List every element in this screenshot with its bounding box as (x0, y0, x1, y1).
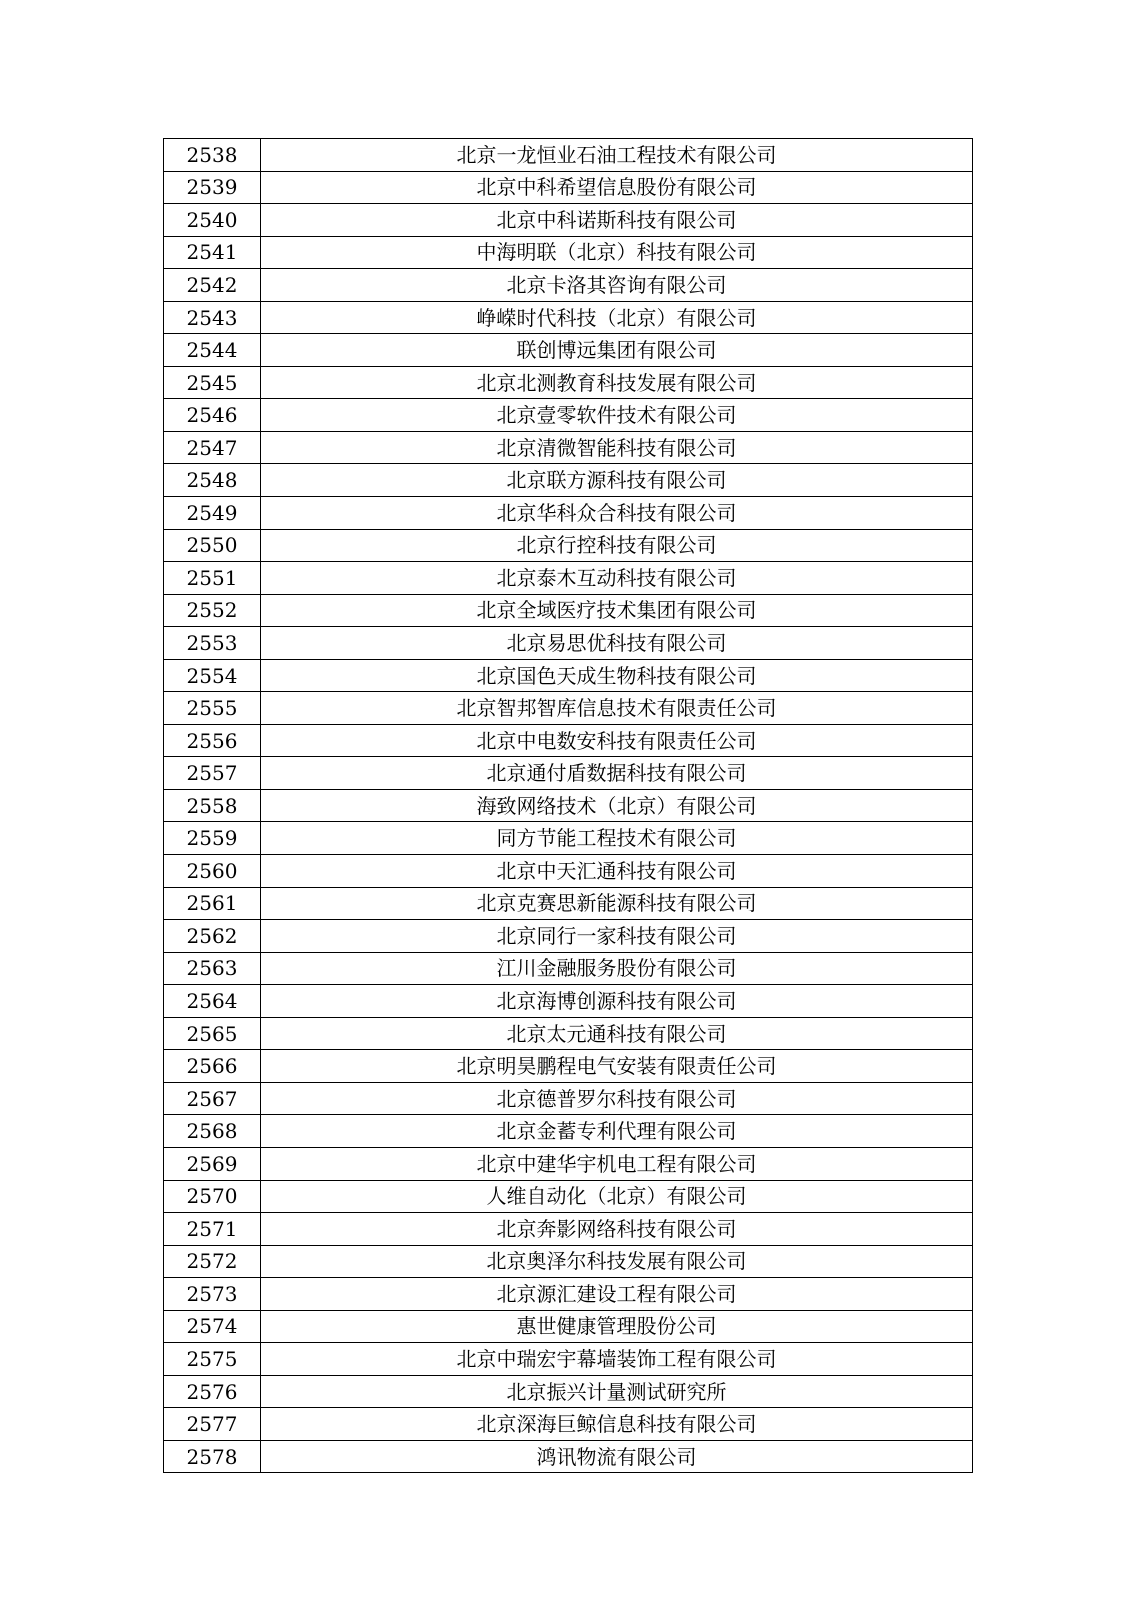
row-number-cell: 2569 (164, 1147, 261, 1180)
row-number-cell: 2567 (164, 1082, 261, 1115)
table-row (164, 724, 973, 757)
company-name-cell: 北京智邦智库信息技术有限责任公司 (261, 692, 973, 725)
table-row (164, 985, 973, 1018)
row-number-cell: 2561 (164, 887, 261, 920)
company-name-cell: 鸿讯物流有限公司 (261, 1440, 973, 1473)
company-name-cell: 江川金融服务股份有限公司 (261, 952, 973, 985)
table-row (164, 1245, 973, 1278)
company-name-cell: 北京行控科技有限公司 (261, 529, 973, 562)
company-name-cell: 北京卡洛其咨询有限公司 (261, 269, 973, 302)
row-number-cell: 2573 (164, 1278, 261, 1311)
company-name-cell: 北京通付盾数据科技有限公司 (261, 757, 973, 790)
company-name-cell: 北京全域医疗技术集团有限公司 (261, 594, 973, 627)
row-number-cell: 2553 (164, 627, 261, 660)
table-row (164, 659, 973, 692)
table-row (164, 855, 973, 888)
row-number-cell: 2546 (164, 399, 261, 432)
company-table (163, 138, 973, 1473)
company-name-cell: 北京联方源科技有限公司 (261, 464, 973, 497)
company-name-cell: 北京中科诺斯科技有限公司 (261, 204, 973, 237)
company-name-cell: 北京中电数安科技有限责任公司 (261, 724, 973, 757)
row-number-cell: 2566 (164, 1050, 261, 1083)
row-number-cell: 2559 (164, 822, 261, 855)
company-name-cell: 北京易思优科技有限公司 (261, 627, 973, 660)
table-row (164, 1147, 973, 1180)
row-number-cell: 2563 (164, 952, 261, 985)
table-row (164, 497, 973, 530)
row-number-cell: 2545 (164, 366, 261, 399)
table-row (164, 236, 973, 269)
company-name-cell: 北京德普罗尔科技有限公司 (261, 1082, 973, 1115)
table-row (164, 1050, 973, 1083)
row-number-cell: 2575 (164, 1343, 261, 1376)
company-name-cell: 海致网络技术（北京）有限公司 (261, 789, 973, 822)
row-number-cell: 2550 (164, 529, 261, 562)
row-number-cell: 2541 (164, 236, 261, 269)
row-number-cell: 2578 (164, 1440, 261, 1473)
row-number-cell: 2552 (164, 594, 261, 627)
company-name-cell: 北京同行一家科技有限公司 (261, 920, 973, 953)
row-number-cell: 2574 (164, 1310, 261, 1343)
row-number-cell: 2555 (164, 692, 261, 725)
company-name-cell: 北京中天汇通科技有限公司 (261, 855, 973, 888)
company-name-cell: 北京克赛思新能源科技有限公司 (261, 887, 973, 920)
row-number-cell: 2558 (164, 789, 261, 822)
table-row (164, 952, 973, 985)
table-row (164, 139, 973, 172)
row-number-cell: 2560 (164, 855, 261, 888)
company-name-cell: 北京明昊鹏程电气安装有限责任公司 (261, 1050, 973, 1083)
company-name-cell: 北京金蓄专利代理有限公司 (261, 1115, 973, 1148)
row-number-cell: 2554 (164, 659, 261, 692)
company-name-cell: 中海明联（北京）科技有限公司 (261, 236, 973, 269)
company-name-cell: 北京中科希望信息股份有限公司 (261, 171, 973, 204)
row-number-cell: 2547 (164, 431, 261, 464)
company-name-cell: 北京华科众合科技有限公司 (261, 497, 973, 530)
table-row (164, 1440, 973, 1473)
company-name-cell: 北京振兴计量测试研究所 (261, 1375, 973, 1408)
table-row (164, 562, 973, 595)
row-number-cell: 2542 (164, 269, 261, 302)
row-number-cell: 2548 (164, 464, 261, 497)
company-name-cell: 北京海博创源科技有限公司 (261, 985, 973, 1018)
table-row (164, 822, 973, 855)
table-row (164, 334, 973, 367)
company-name-cell: 北京泰木互动科技有限公司 (261, 562, 973, 595)
table-row (164, 594, 973, 627)
table-row (164, 431, 973, 464)
table-row (164, 1082, 973, 1115)
company-name-cell: 北京清微智能科技有限公司 (261, 431, 973, 464)
row-number-cell: 2551 (164, 562, 261, 595)
table-row (164, 692, 973, 725)
table-row (164, 301, 973, 334)
table-row (164, 1115, 973, 1148)
company-name-cell: 人维自动化（北京）有限公司 (261, 1180, 973, 1213)
company-name-cell: 北京源汇建设工程有限公司 (261, 1278, 973, 1311)
company-name-cell: 北京壹零软件技术有限公司 (261, 399, 973, 432)
company-name-cell: 北京北测教育科技发展有限公司 (261, 366, 973, 399)
table-row (164, 1017, 973, 1050)
table-row (164, 1343, 973, 1376)
company-name-cell: 北京中瑞宏宇幕墙装饰工程有限公司 (261, 1343, 973, 1376)
table-row (164, 920, 973, 953)
table-row (164, 789, 973, 822)
company-table-body (164, 139, 973, 1473)
table-row (164, 171, 973, 204)
company-name-cell: 联创博远集团有限公司 (261, 334, 973, 367)
company-name-cell: 北京中建华宇机电工程有限公司 (261, 1147, 973, 1180)
row-number-cell: 2576 (164, 1375, 261, 1408)
row-number-cell: 2568 (164, 1115, 261, 1148)
row-number-cell: 2577 (164, 1408, 261, 1441)
company-name-cell: 北京深海巨鲸信息科技有限公司 (261, 1408, 973, 1441)
row-number-cell: 2564 (164, 985, 261, 1018)
row-number-cell: 2540 (164, 204, 261, 237)
table-row (164, 1180, 973, 1213)
table-row (164, 269, 973, 302)
table-row (164, 1408, 973, 1441)
table-row (164, 1278, 973, 1311)
table-row (164, 1375, 973, 1408)
table-row (164, 464, 973, 497)
row-number-cell: 2538 (164, 139, 261, 172)
company-name-cell: 北京太元通科技有限公司 (261, 1017, 973, 1050)
table-row (164, 366, 973, 399)
table-row (164, 399, 973, 432)
table-row (164, 204, 973, 237)
table-row (164, 1310, 973, 1343)
table-row (164, 1213, 973, 1246)
company-name-cell: 同方节能工程技术有限公司 (261, 822, 973, 855)
row-number-cell: 2562 (164, 920, 261, 953)
company-name-cell: 北京国色天成生物科技有限公司 (261, 659, 973, 692)
row-number-cell: 2565 (164, 1017, 261, 1050)
row-number-cell: 2539 (164, 171, 261, 204)
row-number-cell: 2543 (164, 301, 261, 334)
company-name-cell: 峥嵘时代科技（北京）有限公司 (261, 301, 973, 334)
table-row (164, 757, 973, 790)
table-row (164, 529, 973, 562)
company-name-cell: 北京一龙恒业石油工程技术有限公司 (261, 139, 973, 172)
row-number-cell: 2570 (164, 1180, 261, 1213)
row-number-cell: 2544 (164, 334, 261, 367)
table-row (164, 887, 973, 920)
company-name-cell: 北京奔影网络科技有限公司 (261, 1213, 973, 1246)
company-name-cell: 惠世健康管理股份公司 (261, 1310, 973, 1343)
row-number-cell: 2549 (164, 497, 261, 530)
row-number-cell: 2557 (164, 757, 261, 790)
row-number-cell: 2572 (164, 1245, 261, 1278)
row-number-cell: 2571 (164, 1213, 261, 1246)
row-number-cell: 2556 (164, 724, 261, 757)
table-row (164, 627, 973, 660)
company-name-cell: 北京奥泽尔科技发展有限公司 (261, 1245, 973, 1278)
